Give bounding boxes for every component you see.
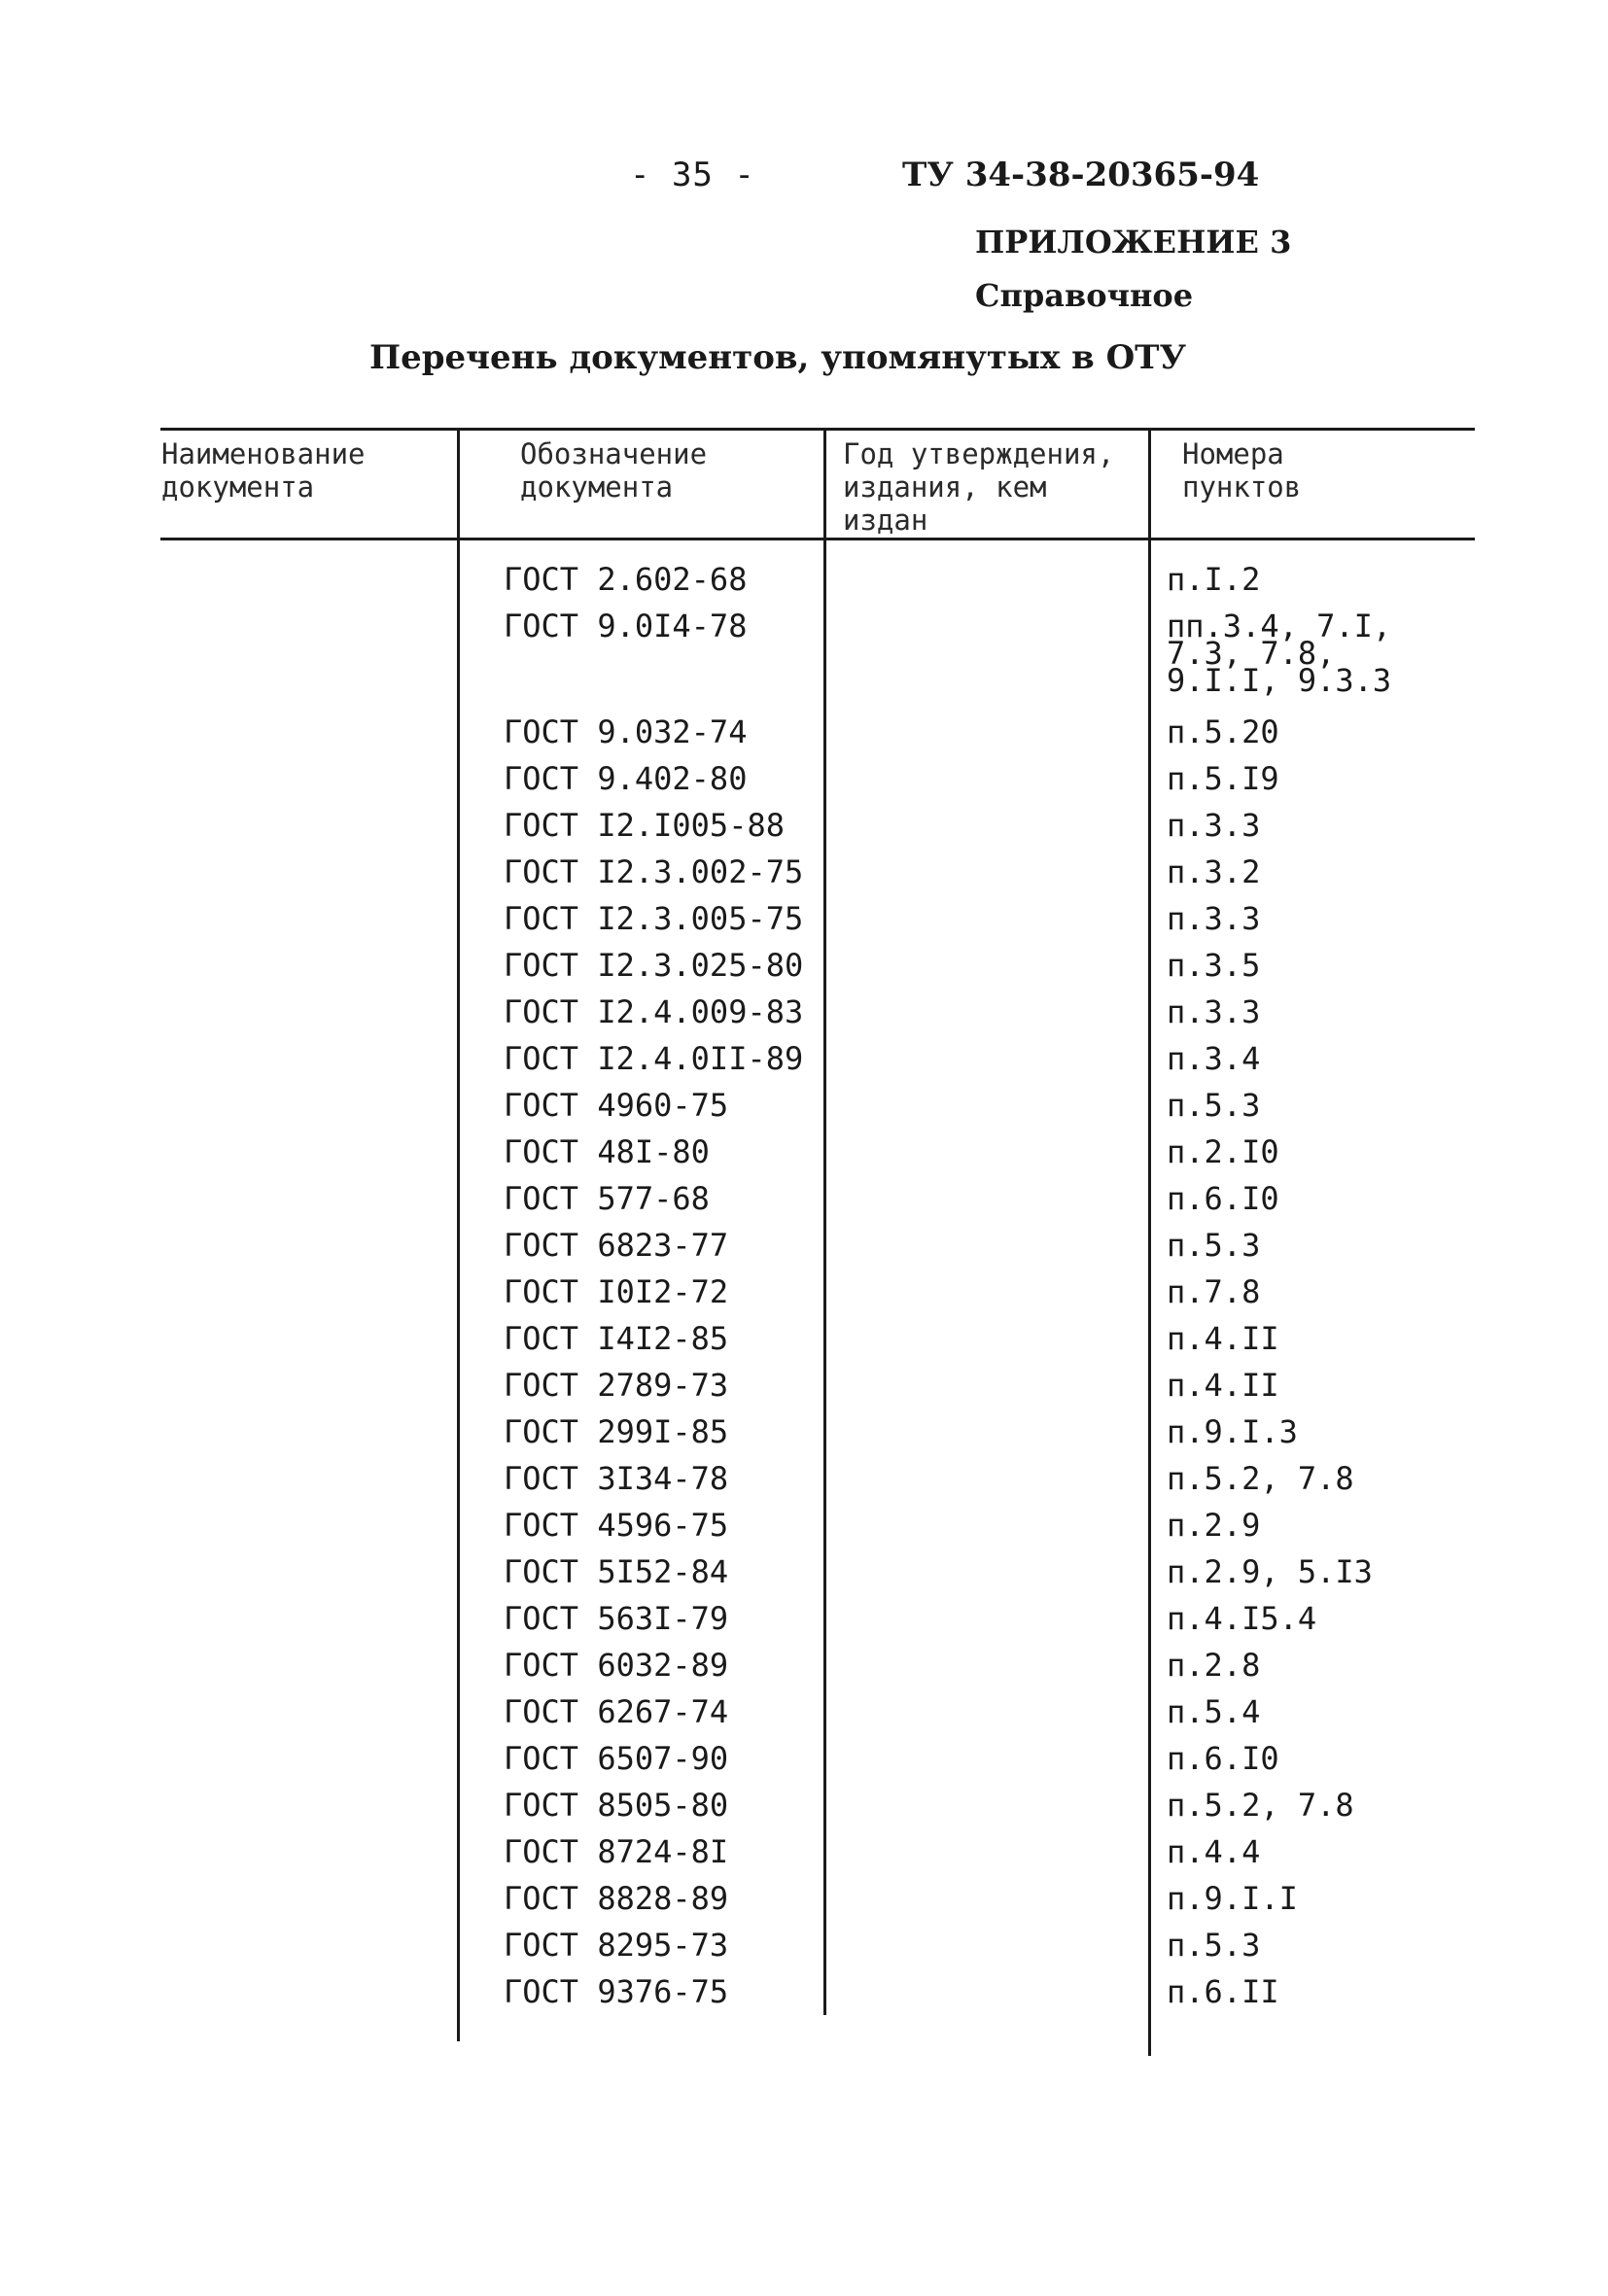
item-numbers: п.5.4 [1167,1693,1261,1730]
item-numbers: п.3.5 [1167,947,1261,984]
table-top-rule [160,428,1475,431]
document-designation: ГОСТ 299I-85 [504,1413,729,1450]
document-designation: ГОСТ 2789-73 [504,1367,729,1404]
item-numbers: п.5.2, 7.8 [1167,1787,1354,1824]
item-numbers: п.2.9 [1167,1507,1261,1544]
document-designation: ГОСТ 577-68 [504,1180,710,1217]
column-header-year: Год утверждения, издания, кем издан [843,437,1115,537]
document-designation: ГОСТ 8828-89 [504,1880,729,1917]
column-divider-3 [1148,428,1151,2056]
item-numbers: п.6.I0 [1167,1180,1279,1217]
item-numbers: п.9.I.I [1167,1880,1298,1917]
document-designation: ГОСТ I4I2-85 [504,1320,729,1357]
item-numbers: п.3.3 [1167,807,1261,844]
document-designation: ГОСТ 6823-77 [504,1227,729,1264]
document-designation: ГОСТ 4960-75 [504,1087,729,1124]
item-numbers: п.5.3 [1167,1927,1261,1964]
item-numbers: п.9.I.3 [1167,1413,1298,1450]
item-numbers: п.5.3 [1167,1087,1261,1124]
item-numbers: п.4.4 [1167,1833,1261,1870]
column-header-designation: Обозначение документа [520,437,708,504]
item-numbers: п.3.2 [1167,853,1261,890]
document-designation: ГОСТ 8505-80 [504,1787,729,1824]
item-numbers: п.6.I0 [1167,1740,1279,1777]
document-designation: ГОСТ 9.402-80 [504,760,748,797]
item-numbers: п.4.I5.4 [1167,1600,1317,1637]
item-numbers: п.6.II [1167,1973,1279,2010]
item-numbers: п.2.I0 [1167,1133,1279,1170]
document-code: ТУ 34-38-20365-94 [902,156,1260,194]
document-designation: ГОСТ 6507-90 [504,1740,729,1777]
item-numbers: п.2.9, 5.I3 [1167,1553,1373,1590]
item-numbers: пп.3.4, 7.I, 7.3, 7.8, 9.I.I, 9.3.3 [1167,608,1392,699]
item-numbers: п.4.II [1167,1320,1279,1357]
document-designation: ГОСТ I0I2-72 [504,1273,729,1310]
appendix-title: ПРИЛОЖЕНИЕ 3 [975,224,1292,261]
item-numbers: п.3.3 [1167,993,1261,1030]
document-designation: ГОСТ 3I34-78 [504,1460,729,1497]
document-designation: ГОСТ I2.3.002-75 [504,853,804,890]
item-numbers: п.5.20 [1167,713,1279,750]
document-designation: ГОСТ 5I52-84 [504,1553,729,1590]
column-divider-1 [457,428,460,2041]
document-designation: ГОСТ 4596-75 [504,1507,729,1544]
document-designation: ГОСТ 6032-89 [504,1647,729,1684]
document-designation: ГОСТ I2.I005-88 [504,807,785,844]
page-number: - 35 - [630,156,755,194]
item-numbers: п.3.4 [1167,1040,1261,1077]
document-designation: ГОСТ 6267-74 [504,1693,729,1730]
document-designation: ГОСТ I2.3.025-80 [504,947,804,984]
item-numbers: п.4.II [1167,1367,1279,1404]
list-title: Перечень документов, упомянутых в ОТУ [369,338,1187,377]
document-designation: ГОСТ I2.4.0II-89 [504,1040,804,1077]
document-designation: ГОСТ 563I-79 [504,1600,729,1637]
column-header-points: Номера пунктов [1182,437,1302,504]
document-designation: ГОСТ I2.4.009-83 [504,993,804,1030]
item-numbers: п.5.3 [1167,1227,1261,1264]
item-numbers: п.2.8 [1167,1647,1261,1684]
document-designation: ГОСТ 9376-75 [504,1973,729,2010]
appendix-type: Справочное [975,277,1194,314]
document-designation: ГОСТ 8295-73 [504,1927,729,1964]
column-divider-2 [823,428,826,538]
document-designation: ГОСТ I2.3.005-75 [504,900,804,937]
item-numbers: п.5.2, 7.8 [1167,1460,1354,1497]
document-designation: ГОСТ 48I-80 [504,1133,710,1170]
column-header-name: Наименование документа [161,437,366,504]
item-numbers: п.I.2 [1167,561,1261,598]
document-designation: ГОСТ 2.602-68 [504,561,748,598]
document-designation: ГОСТ 9.032-74 [504,713,748,750]
column-divider-2-body [823,538,826,2015]
item-numbers: п.5.I9 [1167,760,1279,797]
table-header-rule [160,538,1475,540]
item-numbers: п.3.3 [1167,900,1261,937]
document-designation: ГОСТ 9.0I4-78 [504,608,748,644]
item-numbers: п.7.8 [1167,1273,1261,1310]
document-designation: ГОСТ 8724-8I [504,1833,729,1870]
